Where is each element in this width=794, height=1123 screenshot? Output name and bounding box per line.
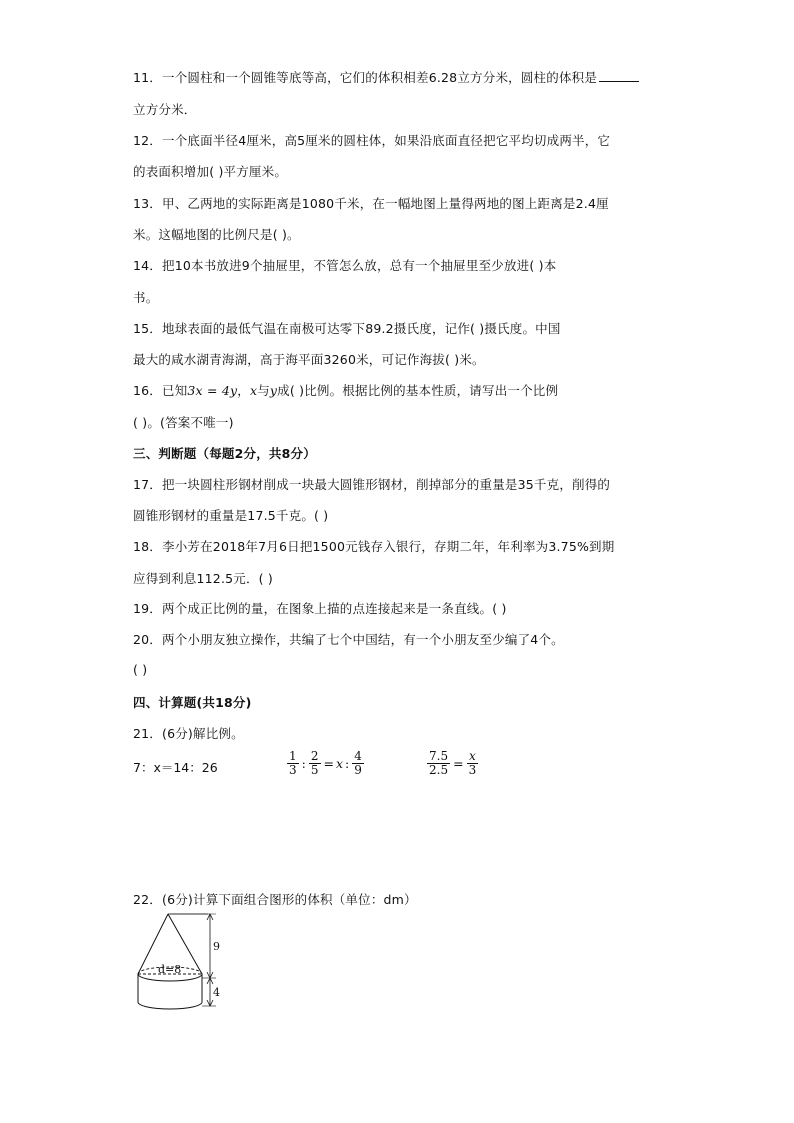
section-4-heading: 四、计算题(共18分) — [133, 695, 252, 710]
q21-title: 21．(6分)解比例。 — [133, 726, 244, 741]
q22-title: 22．(6分)计算下面组合图形的体积（单位：dm） — [133, 892, 417, 907]
q11-answer-blank[interactable] — [599, 70, 639, 82]
q21-eq3-a-num: 7.5 — [429, 749, 449, 763]
q11-text: 11．一个圆柱和一个圆锥等底等高，它们的体积相差6.28立方分米，圆柱的体积是 — [133, 70, 598, 85]
q14-line1: 14．把10本书放进9个抽屉里，不管怎么放，总有一个抽屉里至少放进( )本 — [133, 258, 557, 273]
q15-line1: 15．地球表面的最低气温在南极可达零下89.2摄氏度，记作( )摄氏度。中国 — [133, 321, 561, 336]
q21-eq2-a-num: 1 — [289, 749, 297, 763]
q21-eq3-b-den: 3 — [468, 763, 477, 777]
q21-eq2-frac-b — [309, 750, 321, 777]
q21-eq2-frac-a — [287, 750, 299, 777]
q21-eq1-text: 7：x＝14：26 — [133, 760, 218, 775]
q16-and: 与 — [257, 383, 270, 398]
q16-pre: 16．已知 — [133, 383, 188, 398]
q21-eq3-b-num: x — [469, 749, 476, 763]
cylinder-bottom — [138, 1002, 202, 1009]
q21-eq2-colon-2: : — [345, 756, 350, 771]
q11-line1 — [133, 68, 639, 86]
q14-line2: 书。 — [133, 290, 159, 305]
q21-equation-1 — [133, 758, 218, 776]
q21-eq2-equals: = — [323, 756, 334, 771]
q16-line2: ( )。(答案不唯一) — [133, 415, 234, 430]
q21-eq3-a-den: 2.5 — [429, 763, 449, 777]
q19-line1: 19．两个成正比例的量，在图象上描的点连接起来是一条直线。( ) — [133, 601, 507, 616]
q13-line2: 米。这幅地图的比例尺是( )。 — [133, 227, 300, 242]
q16-equation: 3x = 4y — [187, 383, 238, 398]
q16-var-y: y — [269, 383, 278, 398]
q21-eq2-c-den: 9 — [354, 763, 362, 777]
cylinder-height-label: 4 — [213, 986, 220, 999]
diameter-label: d=8 — [158, 963, 182, 976]
q21-eq2-c-num: 4 — [354, 749, 362, 763]
q12-line1: 12．一个底面半径4厘米，高5厘米的圆柱体，如果沿底面直径把它平均切成两半，它 — [133, 133, 611, 148]
q13-line1: 13．甲、乙两地的实际距离是1080千米，在一幅地图上量得两地的图上距离是2.4厘 — [133, 196, 609, 211]
q21-eq2-x: x — [335, 756, 344, 771]
q18-line2: 应得到利息112.5元．( ) — [133, 571, 274, 586]
q21-eq2-a-den: 3 — [289, 763, 297, 777]
q20-line1: 20．两个小朋友独立操作，共编了七个中国结，有一个小朋友至少编了4个。 — [133, 632, 564, 647]
q21-eq2-colon-1: : — [301, 756, 306, 771]
q16-comma: ， — [237, 383, 250, 398]
q11-line2: 立方分米． — [133, 102, 197, 117]
q17-line1: 17．把一块圆柱形钢材削成一块最大圆锥形钢材，削掉部分的重量是35千克，削得的 — [133, 477, 611, 492]
section-3-heading: 三、判断题（每题2分，共8分） — [133, 446, 316, 461]
q17-line2: 圆锥形钢材的重量是17.5千克。( ) — [133, 508, 329, 523]
q12-line2: 的表面积增加( )平方厘米。 — [133, 164, 288, 179]
q21-eq3-frac-a — [427, 750, 450, 777]
q18-line1: 18．李小芳在2018年7月6日把1500元钱存入银行，存期二年，年利率为3.75%到期 — [133, 539, 615, 554]
q21-eq2-frac-c — [352, 750, 364, 777]
q16-post: 成( )比例。根据比例的基本性质，请写出一个比例 — [277, 383, 559, 398]
q21-eq3-equals: = — [453, 756, 464, 771]
q16-var-x: x — [249, 383, 258, 398]
cone-height-label: 9 — [213, 940, 220, 953]
q21-equation-3 — [426, 750, 479, 777]
q21-eq2-b-den: 5 — [310, 763, 319, 777]
q21-eq3-frac-b — [467, 750, 479, 777]
q20-line2: ( ) — [133, 662, 148, 677]
q15-line2: 最大的咸水湖青海湖，高于海平面3260米，可记作海拔( )米。 — [133, 352, 485, 367]
q16-line1 — [133, 381, 558, 399]
q21-equation-2 — [286, 750, 365, 777]
q21-eq2-b-num: 2 — [310, 749, 319, 763]
q22-composite-figure — [130, 912, 240, 1020]
